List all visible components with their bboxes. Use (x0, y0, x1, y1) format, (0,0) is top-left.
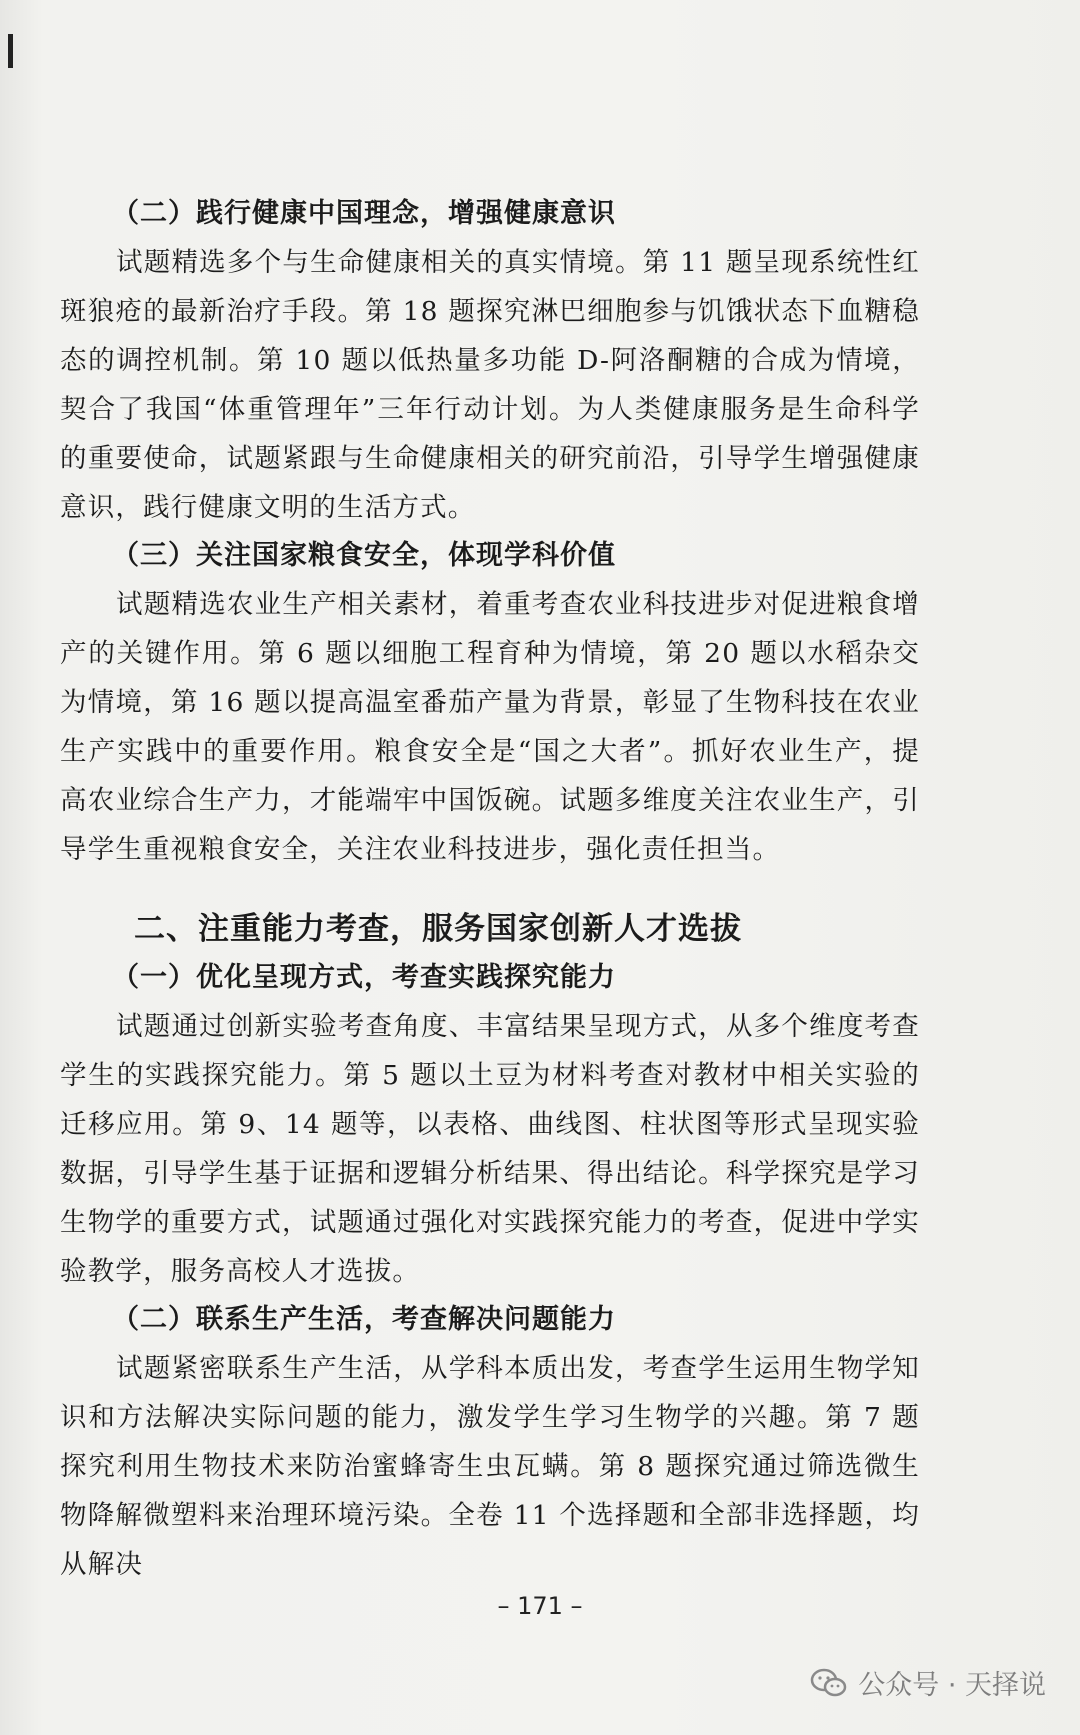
paragraph-food-security: 试题精选农业生产相关素材，着重考查农业科技进步对促进粮食增产的关键作用。第 6 题以细胞工程育种为情境，第 20 题以水稻杂交为情境，第 16 题以提高温室番茄产量为背景，彰显了生物科技在农业生产实践中的重要作用。粮食安全是“国之大者”。抓好农业生产，提高农业综合生产力，才能端牢中国饭碗。试题多维度关注农业生产，引导学生重视粮食安全，关注农业科技进步，强化责任担当。 (60, 589, 920, 865)
page-content (60, 190, 920, 1589)
scan-edge-mark (8, 34, 13, 68)
section-heading-inquiry: （一）优化呈现方式，考查实践探究能力 (112, 962, 616, 993)
part-heading-ability: 二、注重能力考查，服务国家创新人才选拔 (134, 911, 742, 947)
wechat-icon (810, 1668, 848, 1698)
watermark-text: 公众号 · 天择说 (858, 1670, 1046, 1701)
watermark (810, 1663, 1046, 1702)
section-heading-health: （二）践行健康中国理念，增强健康意识 (112, 198, 616, 229)
page-number: – 171 – (497, 1592, 583, 1620)
paragraph-inquiry: 试题通过创新实验考查角度、丰富结果呈现方式，从多个维度考查学生的实践探究能力。第 5 题以土豆为材料考查对教材中相关实验的迁移应用。第 9、14 题等，以表格、曲线图、柱状图等形式呈现实验数据，引导学生基于证据和逻辑分析结果、得出结论。科学探究是学习生物学的重要方式，试题通过强化对实践探究能力的考查，促进中学实验教学，服务高校人才选拔。 (60, 1011, 920, 1287)
paragraph-problem-solving: 试题紧密联系生产生活，从学科本质出发，考查学生运用生物学知识和方法解决实际问题的能力，激发学生学习生物学的兴趣。第 7 题探究利用生物技术来防治蜜蜂寄生虫瓦螨。第 8 题探究通过筛选微生物降解微塑料来治理环境污染。全卷 11 个选择题和全部非选择题，均从解决 (60, 1353, 920, 1580)
section-heading-problem-solving: （二）联系生产生活，考查解决问题能力 (112, 1304, 616, 1335)
section-heading-food-security: （三）关注国家粮食安全，体现学科价值 (112, 540, 616, 571)
paragraph-health: 试题精选多个与生命健康相关的真实情境。第 11 题呈现系统性红斑狼疮的最新治疗手段。第 18 题探究淋巴细胞参与饥饿状态下血糖稳态的调控机制。第 10 题以低热量多功能 D-阿洛酮糖的合成为情境，契合了我国“体重管理年”三年行动计划。为人类健康服务是生命科学的重要使命，试题紧跟与生命健康相关的研究前沿，引导学生增强健康意识，践行健康文明的生活方式。 (60, 247, 920, 523)
